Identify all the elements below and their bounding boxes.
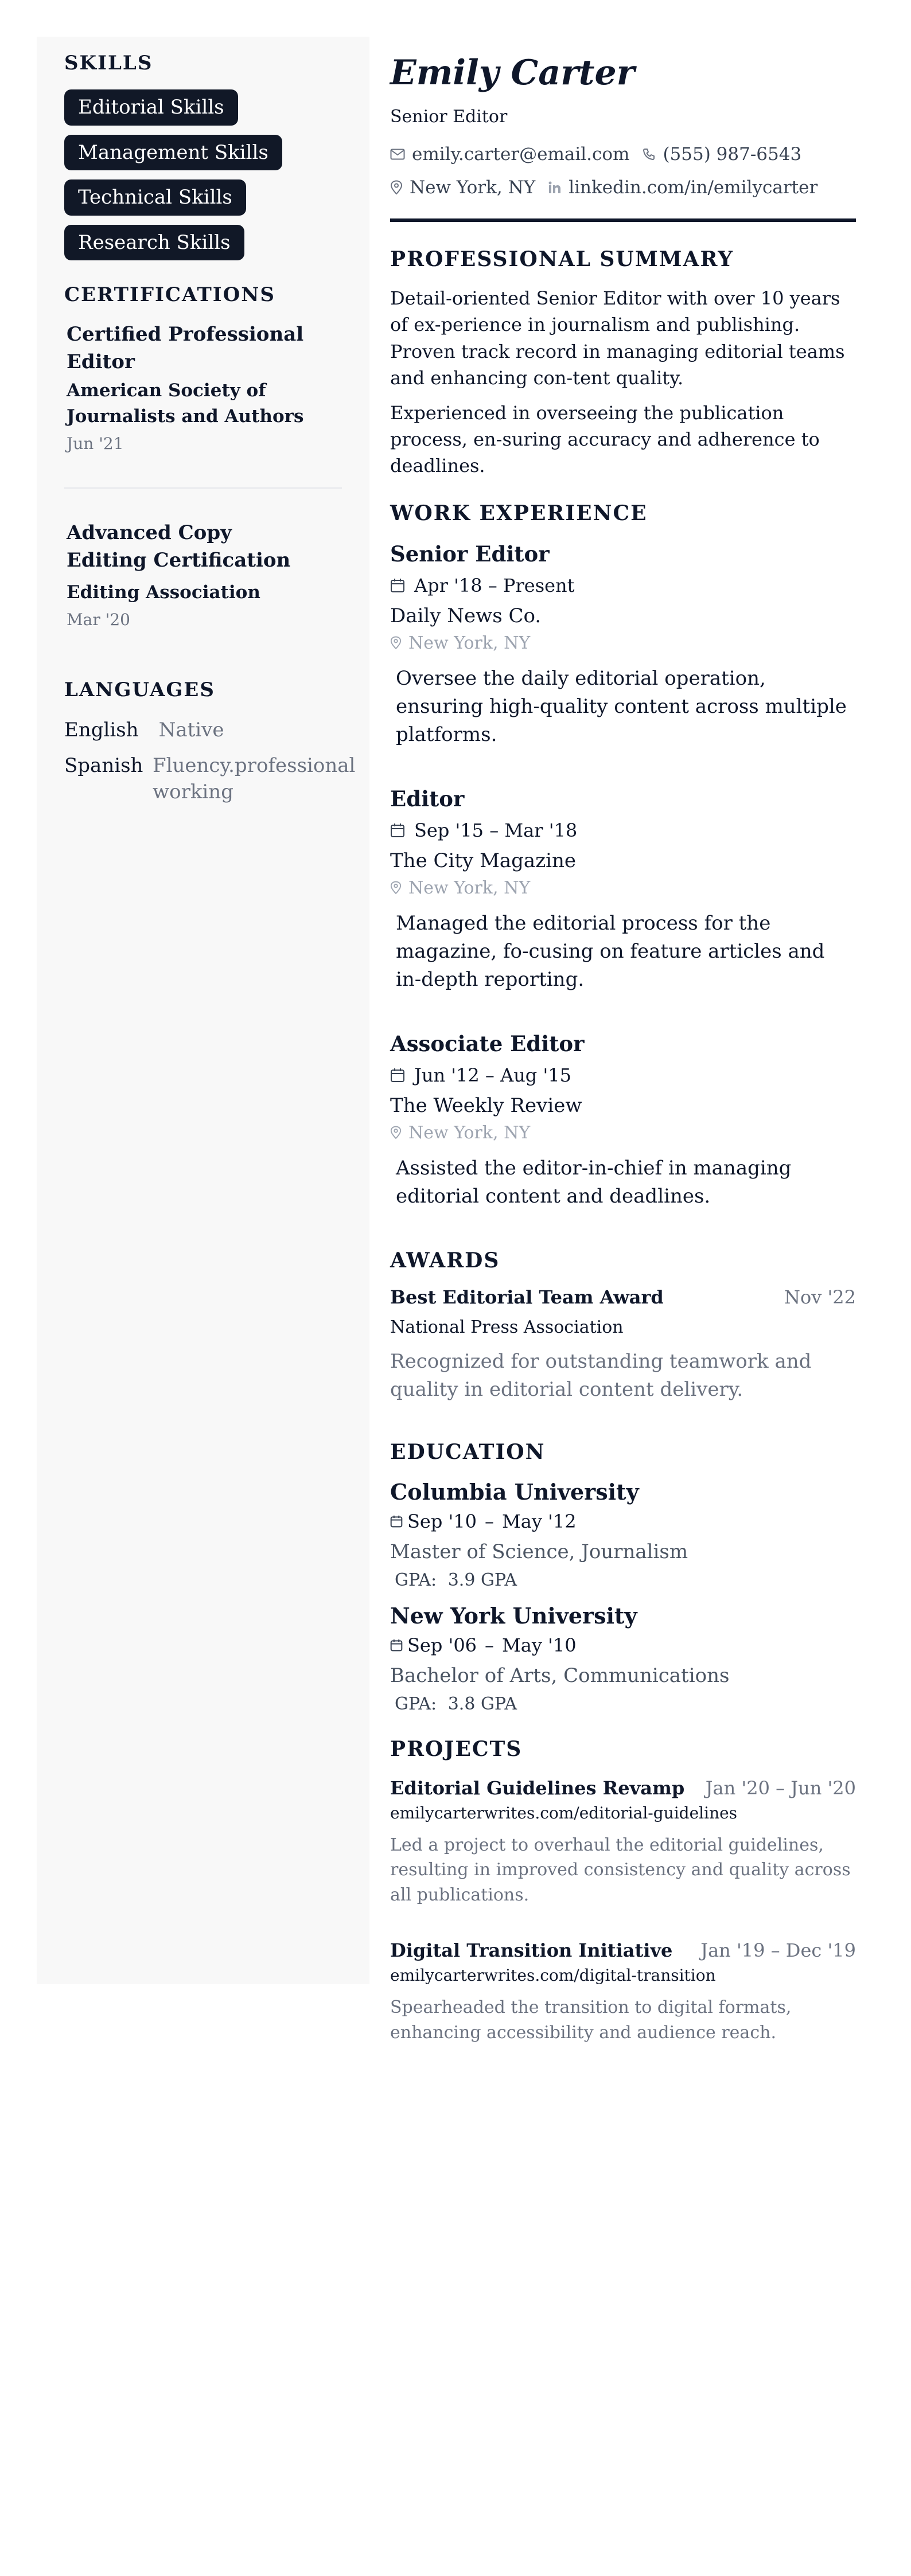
experience-company: Daily News Co. [390,604,542,627]
experience-dates-row [390,1064,856,1086]
experience-dates: Jun '12 – Aug '15 [414,1064,571,1086]
skills-heading: SKILLS [64,52,153,75]
education-degree: Bachelor of Arts, Communications [390,1664,730,1687]
certification-date: Jun '21 [67,434,124,454]
experience-item [390,786,856,994]
experience-location: New York, NY [408,1122,531,1143]
language-level: Native [158,719,224,742]
location-contact [390,177,535,198]
experience-location-row [390,878,856,898]
certifications-heading: CERTIFICATIONS [64,283,275,306]
map-pin-icon [390,180,403,195]
date-separator: – [485,1510,495,1532]
calendar-icon [390,823,405,838]
map-pin-icon [390,636,402,650]
mail-icon [390,149,405,160]
experience-dates: Apr '18 – Present [414,574,575,596]
experience-dates: Sep '15 – Mar '18 [414,819,578,841]
experience-heading: WORK EXPERIENCE [390,501,648,525]
languages-heading: LANGUAGES [64,678,215,702]
project-description: Led a project to overhaul the editorial guidelines, resulting in improved consistency and quality across all publications. [390,1835,851,1905]
certification-title: Advanced Copy Editing Certification [67,521,291,572]
certification-title: Certified Professional Editor [67,323,304,373]
award-header [390,1286,856,1308]
experience-dates-row [390,575,856,596]
summary-paragraph: Experienced in overseeing the publication process, en-suring accuracy and adherence to deadlines. [390,401,820,477]
phone-text: (555) 987-6543 [663,144,802,165]
awards-heading: AWARDS [390,1248,500,1273]
education-end: May '12 [502,1510,577,1532]
award-org: National Press Association [390,1317,624,1338]
phone-contact[interactable] [642,144,801,165]
education-dates-row [390,1634,856,1656]
projects-heading: PROJECTS [390,1736,523,1761]
main-column [390,37,856,2045]
gpa-value: 3.9 GPA [447,1570,517,1590]
project-link[interactable]: emilycarterwrites.com/editorial-guidelines [390,1803,738,1822]
certification-org: Editing Association [67,582,260,603]
date-separator: – [485,1634,495,1656]
experience-company: The Weekly Review [390,1094,582,1117]
education-school: Columbia University [390,1478,639,1505]
candidate-title: Senior Editor [390,107,508,127]
experience-description: Managed the editorial process for the magazine, fo-cusing on feature articles and in-depth reporting. [396,911,825,992]
language-level: Fluency.professional working [153,754,356,803]
certification-org: American Society of Journalists and Authors [67,380,304,427]
experience-title: Associate Editor [390,1031,585,1056]
project-dates: Jan '19 – Dec '19 [700,1939,856,1962]
experience-location-row [390,633,856,653]
award-title: Best Editorial Team Award [390,1286,664,1309]
summary-paragraph: Detail-oriented Senior Editor with over 10 years of ex-perience in journalism and publishing. Proven track record in managing editorial teams and enhancing con-tent quality. [390,287,845,389]
experience-location: New York, NY [408,877,531,898]
linkedin-text: linkedin.com/in/emilycarter [569,177,818,198]
languages-list [64,717,356,806]
education-start: Sep '10 [407,1510,477,1532]
skill-chip: Technical Skills [64,179,246,216]
experience-company: The City Magazine [390,849,576,872]
skill-chip: Management Skills [64,135,282,171]
education-dates-row [390,1511,856,1532]
experience-location: New York, NY [408,633,531,653]
linkedin-icon [548,181,562,194]
experience-description: Oversee the daily editorial operation, ensuring high-quality content across multiple platforms. [396,666,847,747]
experience-title: Senior Editor [390,541,550,567]
phone-icon [642,147,656,161]
calendar-icon [390,1515,403,1528]
skill-chip: Research Skills [64,225,244,261]
education-gpa-row [395,1694,856,1714]
project-item [390,1777,856,1908]
certification-date: Mar '20 [67,610,130,630]
experience-title: Editor [390,786,465,811]
experience-item [390,541,856,750]
calendar-icon [390,1068,405,1083]
gpa-label: GPA: [395,1570,437,1590]
certification-item [64,520,342,629]
education-heading: EDUCATION [390,1439,546,1464]
language-name: English [64,719,139,742]
experience-item [390,1031,856,1211]
calendar-icon [390,1639,403,1652]
project-header [390,1777,856,1799]
language-row [64,753,356,806]
certification-divider [64,487,342,489]
map-pin-icon [390,1126,402,1139]
email-text: emily.carter@email.com [412,144,630,165]
project-item [390,1939,856,2045]
project-title: Editorial Guidelines Revamp [390,1777,685,1799]
project-header [390,1939,856,1961]
email-contact[interactable] [390,144,629,165]
certification-item [64,321,342,453]
project-dates: Jan '20 – Jun '20 [705,1777,856,1799]
language-name: Spanish [64,754,143,778]
education-school: New York University [390,1602,637,1629]
gpa-label: GPA: [395,1693,437,1714]
linkedin-contact[interactable] [548,177,817,198]
award-date: Nov '22 [784,1286,856,1309]
education-end: May '10 [502,1634,577,1656]
experience-location-row [390,1123,856,1143]
skills-list [64,89,342,270]
map-pin-icon [390,881,402,895]
candidate-name: Emily Carter [390,53,635,93]
education-gpa-row [395,1570,856,1590]
location-text: New York, NY [410,177,536,198]
project-title: Digital Transition Initiative [390,1939,673,1962]
gpa-value: 3.8 GPA [447,1693,517,1714]
award-item [390,1286,856,1404]
summary-heading: PROFESSIONAL SUMMARY [390,247,734,271]
language-row [64,717,342,744]
project-description: Spearheaded the transition to digital formats, enhancing accessibility and audience reach. [390,1997,792,2043]
contact-row [390,177,856,198]
sidebar [37,37,369,1984]
award-description: Recognized for outstanding teamwork and quality in editorial content delivery. [390,1350,812,1402]
contact-row [390,144,856,165]
education-item [390,1479,856,1590]
education-item [390,1603,856,1714]
header-divider [390,218,856,222]
skill-chip: Editorial Skills [64,89,238,126]
education-start: Sep '06 [407,1634,477,1656]
experience-dates-row [390,819,856,841]
education-degree: Master of Science, Journalism [390,1540,688,1563]
calendar-icon [390,578,405,593]
experience-description: Assisted the editor-in-chief in managing editorial content and deadlines. [396,1156,792,1208]
project-link[interactable]: emilycarterwrites.com/digital-transition [390,1966,716,1985]
